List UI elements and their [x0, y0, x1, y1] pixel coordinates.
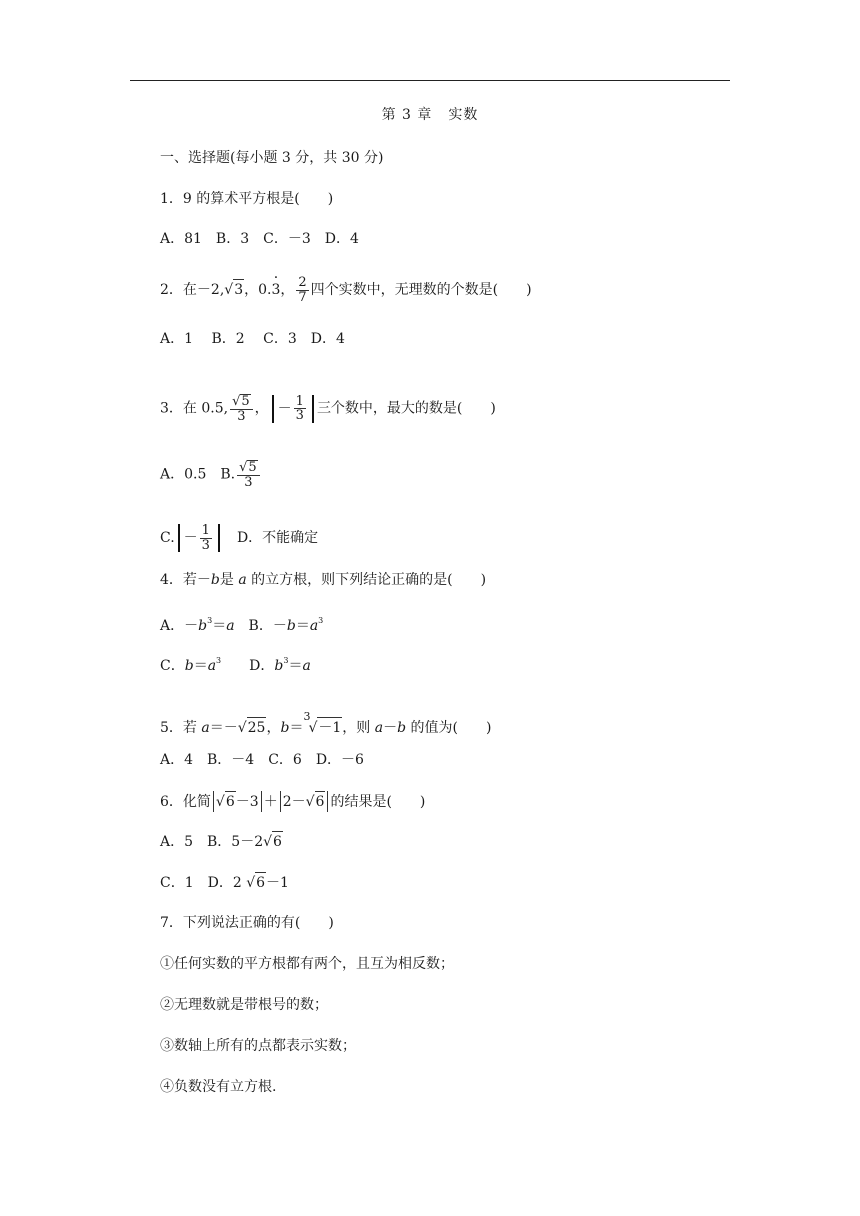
question-1-stem: 1．9 的算术平方根是( ): [160, 191, 334, 207]
question-7-statement-3: ③数轴上所有的点都表示实数；: [160, 1038, 356, 1054]
question-1-options: A．81 B．3 C．－3 D．4: [160, 231, 359, 247]
question-3-options-ab: A．0.5 B. $\frac{√5}{3}$: [160, 460, 262, 489]
fraction-sqrt5-over-3: $\frac{√5}{3}$: [230, 394, 253, 423]
absolute-value-neg-one-third: － $\frac{1}{3}$: [272, 395, 314, 423]
sqrt-3: 3: [233, 279, 244, 300]
question-7-statement-2: ②无理数就是带根号的数；: [160, 997, 328, 1013]
absolute-value-1: √6－3: [213, 791, 262, 812]
repeating-digit: · 3: [271, 280, 280, 300]
question-6-stem: 6．化简 √6－3 ＋ 2－√6 的结果是( ): [160, 791, 425, 812]
absolute-value-2: 2－√6: [280, 791, 329, 812]
question-6-options-ab: A．5 B．5－2√6: [160, 831, 283, 852]
header-rule: [130, 80, 730, 81]
sqrt-25: 25: [247, 717, 267, 738]
question-4-options-ab: A．$-b^3=a$ B．$-b=a^3$: [160, 616, 324, 634]
cube-root-neg-1: －1: [317, 717, 342, 738]
chapter-title: [0, 104, 860, 124]
chapter-number: 第 3 章: [381, 107, 433, 123]
question-7-statement-4: ④负数没有立方根.: [160, 1079, 277, 1095]
question-7-statement-1: ①任何实数的平方根都有两个，且互为相反数；: [160, 956, 454, 972]
question-2-stem: 2．在－2,√3，0.· 3， $\frac{2}{7}$ 四个实数中，无理数的个数是( ): [160, 276, 532, 304]
question-6-options-cd: C．1 D．2 √6－1: [160, 872, 289, 893]
question-4-options-cd: C．$b=a^3$ D．$b^3=a$: [160, 656, 311, 674]
question-3-stem: 3．在 0.5, $\frac{√5}{3}$ ， － $\frac{1}{3}$ 三个数中，最大的数是( ): [160, 393, 496, 424]
option-b-fraction: $\frac{√5}{3}$: [237, 460, 260, 489]
question-5-stem: 5．若 a＝－√25，b＝$^3$√－1，则 a－b 的值为( ): [160, 710, 492, 736]
fraction-2-7: $\frac{2}{7}$: [298, 275, 307, 305]
question-3-options-cd: C. － $\frac{1}{3}$ D．不能确定: [160, 523, 319, 553]
cube-root-index: 3: [303, 710, 311, 723]
question-2-options: A．1 B．2 C．3 D．4: [160, 331, 345, 347]
question-4-stem: 4．若－b是 a 的立方根，则下列结论正确的是( ): [160, 572, 487, 588]
question-5-options: A．4 B．－4 C．6 D．－6: [160, 752, 364, 768]
section-heading: 一、选择题(每小题 3 分，共 30 分): [160, 150, 384, 166]
question-7-stem: 7．下列说法正确的有( ): [160, 915, 334, 931]
option-c-absolute-value: － $\frac{1}{3}$: [178, 524, 220, 552]
chapter-subject: 实数: [448, 107, 479, 123]
